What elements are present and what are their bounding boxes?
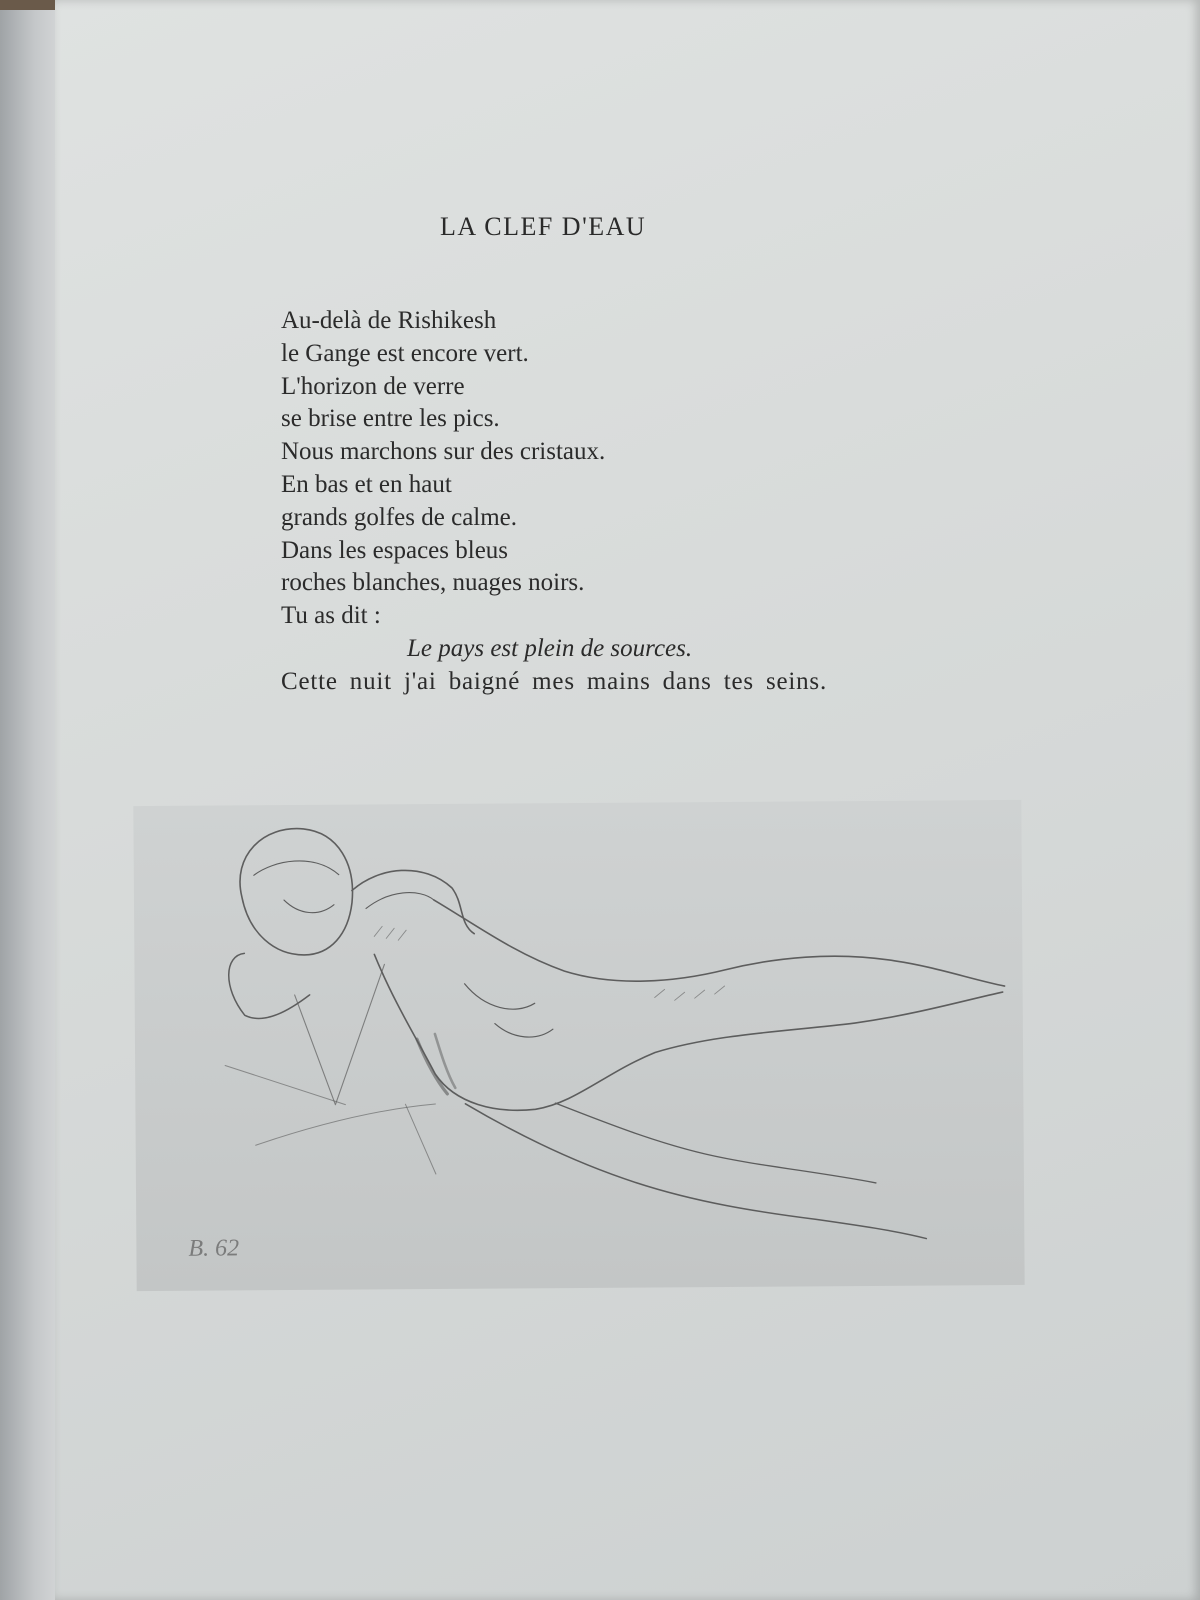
poem-line: Dans les espaces bleus bbox=[281, 536, 509, 564]
poem-line: roches blanches, nuages noirs. bbox=[281, 569, 585, 597]
poem-body bbox=[281, 305, 1081, 699]
poem-line: le Gange est encore vert. bbox=[281, 339, 529, 367]
poem-line: grands golfes de calme. bbox=[281, 503, 518, 531]
poem-line: En bas et en haut bbox=[281, 470, 452, 498]
poem-title: LA CLEF D'EAU bbox=[440, 212, 647, 241]
sketch-svg bbox=[133, 800, 1024, 1291]
poem-line: Au-delà de Rishikesh bbox=[281, 307, 497, 334]
reclining-nude-illustration bbox=[133, 800, 1024, 1291]
book-page bbox=[55, 0, 1200, 1600]
book-page-edge bbox=[0, 0, 62, 1600]
artist-signature: B. 62 bbox=[188, 1235, 240, 1262]
poem-line: Tu as dit : bbox=[281, 602, 381, 630]
poem-line: Nous marchons sur des cristaux. bbox=[281, 438, 606, 466]
poem-line: se brise entre les pics. bbox=[281, 405, 500, 433]
poem-line: L'horizon de verre bbox=[281, 372, 465, 400]
poem-line-quote: Le pays est plein de sources. bbox=[407, 634, 693, 662]
poem-line: Cette nuit j'ai baigné mes mains dans tes seins. bbox=[281, 667, 828, 695]
